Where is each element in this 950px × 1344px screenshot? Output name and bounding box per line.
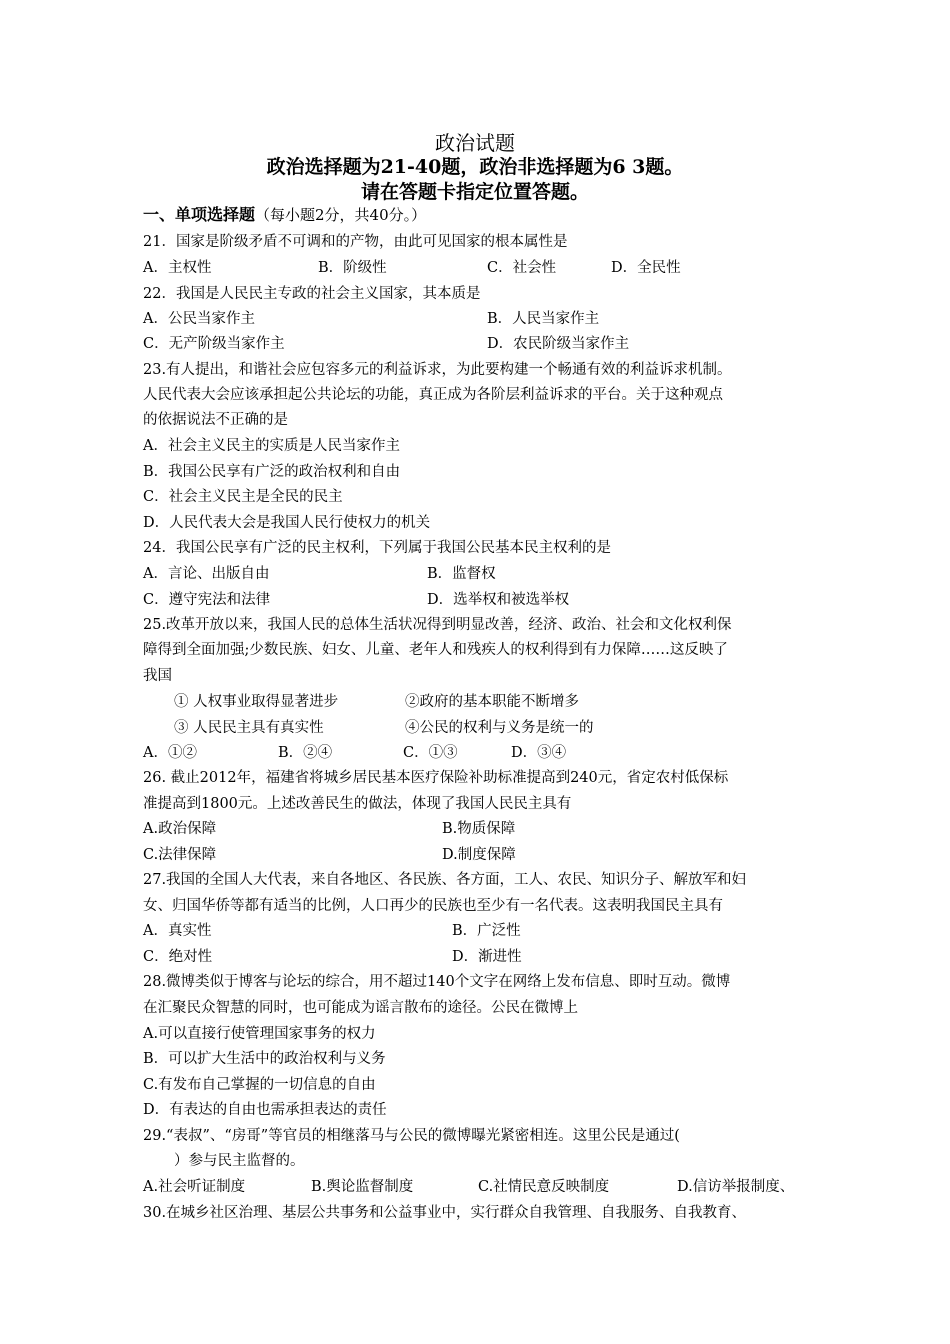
question-25-line-3: 我国 <box>143 668 172 684</box>
q27-option-c: C．绝对性 <box>143 949 213 965</box>
q22-option-d: D．农民阶级当家作主 <box>487 336 630 352</box>
q24-option-c: C．遵守宪法和法律 <box>143 592 271 608</box>
question-24: 24．我国公民享有广泛的民主权利，下列属于我国公民基本民主权利的是 <box>143 540 611 556</box>
question-23-line-2: 人民代表大会应该承担起公共论坛的功能，真正成为各阶层利益诉求的平台。关于这种观点 <box>143 387 723 403</box>
q25-option-b: B．②④ <box>278 745 333 761</box>
question-22: 22．我国是人民民主专政的社会主义国家，其本质是 <box>143 286 481 302</box>
q28-option-c: C.有发布自己掌握的一切信息的自由 <box>143 1077 376 1093</box>
q28-option-b: B．可以扩大生活中的政治权利与义务 <box>143 1051 386 1067</box>
question-30-line-1: 30.在城乡社区治理、基层公共事务和公益事业中，实行群众自我管理、自我服务、自我教育、 <box>143 1205 747 1221</box>
question-27-line-2: 女、归国华侨等都有适当的比例，人口再少的民族也至少有一名代表。这表明我国民主具有 <box>143 898 723 914</box>
question-23-line-1: 23.有人提出，和谐社会应包容多元的利益诉求，为此要构建一个畅通有效的利益诉求机制。 <box>143 362 732 378</box>
q25-statement-4: ④公民的权利与义务是统一的 <box>405 720 594 736</box>
q28-option-d: D．有表达的自由也需承担表达的责任 <box>143 1102 387 1118</box>
q29-option-d: D.信访举报制度、 <box>677 1179 795 1195</box>
q29-option-c: C.社情民意反映制度 <box>478 1179 610 1195</box>
q22-option-a: A．公民当家作主 <box>143 311 255 327</box>
q22-option-b: B．人民当家作主 <box>487 311 600 327</box>
q28-option-a: A.可以直接行使管理国家事务的权力 <box>143 1026 376 1042</box>
section-title: 一、单项选择题 <box>143 205 256 224</box>
question-26-line-2: 准提高到1800元。上述改善民生的做法，体现了我国人民民主具有 <box>143 796 572 812</box>
q25-option-c: C．①③ <box>403 745 458 761</box>
q26-option-a: A.政治保障 <box>143 821 217 837</box>
q23-option-c: C．社会主义民主是全民的民主 <box>143 489 343 505</box>
section-note: （每小题2分，共40分。） <box>255 206 427 224</box>
page-title: 政治试题 <box>435 131 515 155</box>
q25-option-d: D．③④ <box>511 745 567 761</box>
q21-option-a: A．主权性 <box>143 260 212 276</box>
question-26-line-1: 26. 截止2012年，福建省将城乡居民基本医疗保险补助标准提高到240元，省定农村低保标 <box>143 770 729 786</box>
q25-statement-2: ②政府的基本职能不断增多 <box>405 694 579 710</box>
q26-option-d: D.制度保障 <box>442 847 516 863</box>
q27-option-b: B．广泛性 <box>452 923 521 939</box>
question-25-line-2: 障得到全面加强;少数民族、妇女、儿童、老年人和残疾人的权利得到有力保障……这反映了 <box>143 642 728 658</box>
question-27-line-1: 27.我国的全国人大代表，来自各地区、各民族、各方面，工人、农民、知识分子、解放军和妇 <box>143 872 747 888</box>
q24-option-d: D．选举权和被选举权 <box>427 592 570 608</box>
q25-statement-1: ① 人权事业取得显著进步 <box>174 694 339 710</box>
subtitle-answer-instruction: 请在答题卡指定位置答题。 <box>360 181 589 203</box>
q27-option-a: A．真实性 <box>143 923 212 939</box>
q24-option-a: A．言论、出版自由 <box>143 566 270 582</box>
question-23-line-3: 的依据说法不正确的是 <box>143 412 288 428</box>
question-29-line-2: ）参与民主监督的。 <box>174 1153 305 1169</box>
q23-option-b: B．我国公民享有广泛的政治权利和自由 <box>143 464 401 480</box>
question-21: 21．国家是阶级矛盾不可调和的产物，由此可见国家的根本属性是 <box>143 234 568 250</box>
q25-option-a: A．①② <box>143 745 197 761</box>
q24-option-b: B．监督权 <box>427 566 496 582</box>
q23-option-d: D．人民代表大会是我国人民行使权力的机关 <box>143 515 431 531</box>
q22-option-c: C．无产阶级当家作主 <box>143 336 285 352</box>
question-28-line-2: 在汇聚民众智慧的同时，也可能成为谣言散布的途径。公民在微博上 <box>143 1000 578 1016</box>
q23-option-a: A．社会主义民主的实质是人民当家作主 <box>143 438 400 454</box>
question-25-line-1: 25.改革开放以来，我国人民的总体生活状况得到明显改善，经济、政治、社会和文化权利保 <box>143 617 732 633</box>
section-heading <box>143 202 426 225</box>
q21-option-d: D．全民性 <box>611 260 681 276</box>
q21-option-c: C．社会性 <box>487 260 557 276</box>
q27-option-d: D．渐进性 <box>452 949 522 965</box>
q21-option-b: B．阶级性 <box>318 260 387 276</box>
q25-statement-3: ③ 人民民主具有真实性 <box>174 720 324 736</box>
subtitle-question-range: 政治选择题为21-40题，政治非选择题为6 3题。 <box>266 156 684 178</box>
question-28-line-1: 28.微博类似于博客与论坛的综合，用不超过140个文字在网络上发布信息、即时互动。微博 <box>143 974 731 990</box>
q26-option-c: C.法律保障 <box>143 847 217 863</box>
q29-option-a: A.社会听证制度 <box>143 1179 246 1195</box>
q26-option-b: B.物质保障 <box>442 821 516 837</box>
q29-option-b: B.舆论监督制度 <box>311 1179 414 1195</box>
question-29-line-1: 29.“表叔”、“房哥”等官员的相继落马与公民的微博曝光紧密相连。这里公民是通过( <box>143 1128 680 1144</box>
